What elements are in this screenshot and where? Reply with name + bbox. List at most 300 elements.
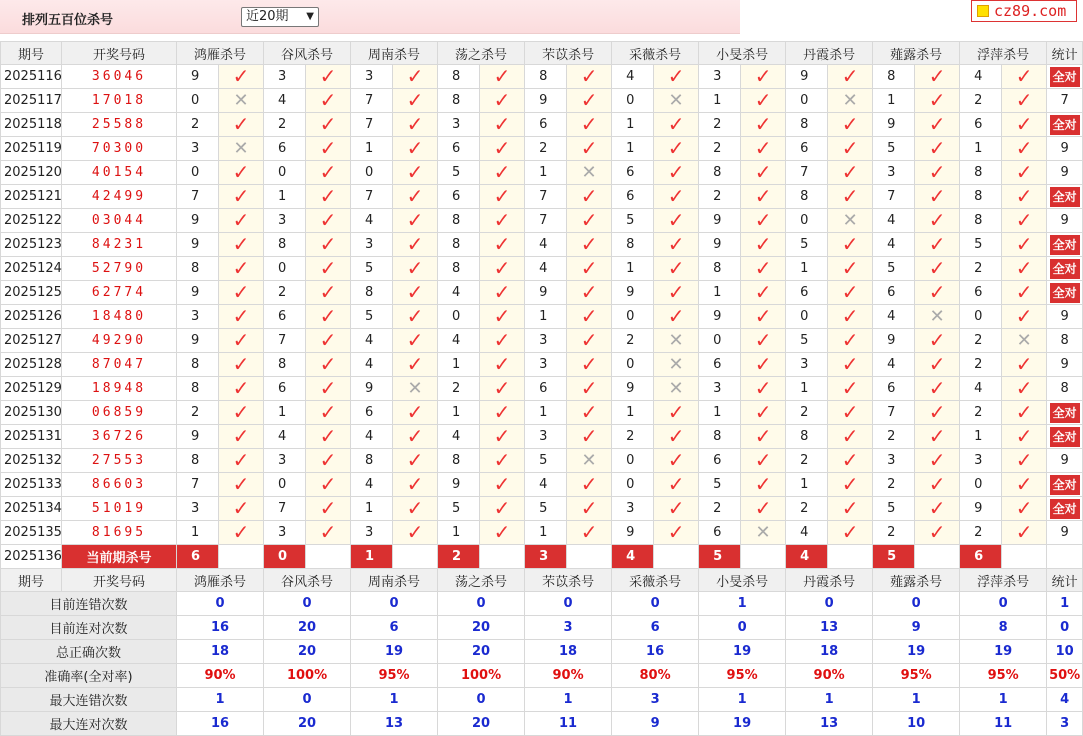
kill-number: 6 bbox=[960, 281, 1002, 305]
draw-number: 17018 bbox=[62, 89, 177, 113]
empty-cell bbox=[567, 545, 612, 569]
result-correct bbox=[1002, 377, 1047, 401]
period-select[interactable] bbox=[241, 7, 319, 27]
result-correct bbox=[828, 233, 873, 257]
kill-number: 6 bbox=[612, 185, 654, 209]
current-kill-number: 5 bbox=[699, 545, 741, 569]
check-icon: ✓ bbox=[232, 208, 250, 232]
kill-number: 4 bbox=[438, 329, 480, 353]
issue-number: 2025128 bbox=[1, 353, 62, 377]
stats-value: 95% bbox=[351, 664, 438, 688]
result-correct bbox=[306, 425, 351, 449]
kill-number: 8 bbox=[264, 353, 306, 377]
check-icon: ✓ bbox=[580, 520, 598, 544]
result-correct bbox=[480, 425, 525, 449]
result-correct bbox=[915, 233, 960, 257]
check-icon: ✓ bbox=[493, 256, 511, 280]
correct-count: 8 bbox=[1060, 381, 1069, 396]
kill-number: 1 bbox=[873, 89, 915, 113]
stats-value: 50% bbox=[1047, 664, 1083, 688]
result-correct bbox=[306, 185, 351, 209]
result-correct bbox=[915, 281, 960, 305]
kill-number: 8 bbox=[525, 65, 567, 89]
result-correct bbox=[480, 209, 525, 233]
result-correct bbox=[915, 329, 960, 353]
kill-number: 7 bbox=[177, 473, 219, 497]
kill-number: 2 bbox=[699, 497, 741, 521]
issue-number: 2025124 bbox=[1, 257, 62, 281]
kill-number: 7 bbox=[351, 89, 393, 113]
row-stat bbox=[1047, 377, 1083, 401]
check-icon: ✓ bbox=[928, 64, 946, 88]
kill-number: 0 bbox=[264, 161, 306, 185]
stats-value: 0 bbox=[438, 688, 525, 712]
stats-value: 0 bbox=[264, 592, 351, 616]
kill-number: 6 bbox=[438, 185, 480, 209]
table-row bbox=[1, 137, 1083, 161]
result-correct bbox=[828, 305, 873, 329]
check-icon: ✓ bbox=[928, 496, 946, 520]
result-correct bbox=[393, 449, 438, 473]
result-correct bbox=[219, 209, 264, 233]
result-correct bbox=[480, 305, 525, 329]
check-icon: ✓ bbox=[406, 64, 424, 88]
table-row bbox=[1, 185, 1083, 209]
cross-icon: ✕ bbox=[233, 137, 249, 159]
kill-number: 8 bbox=[699, 257, 741, 281]
kill-number: 4 bbox=[873, 353, 915, 377]
result-correct bbox=[654, 233, 699, 257]
check-icon: ✓ bbox=[580, 112, 598, 136]
correct-count: 9 bbox=[1060, 453, 1069, 468]
row-stat bbox=[1047, 473, 1083, 497]
row-stat bbox=[1047, 185, 1083, 209]
stats-value: 1 bbox=[699, 592, 786, 616]
check-icon: ✓ bbox=[406, 256, 424, 280]
check-icon: ✓ bbox=[319, 184, 337, 208]
result-correct bbox=[306, 89, 351, 113]
check-icon: ✓ bbox=[1015, 304, 1033, 328]
check-icon: ✓ bbox=[406, 352, 424, 376]
result-correct bbox=[741, 257, 786, 281]
check-icon: ✓ bbox=[493, 88, 511, 112]
kill-number: 9 bbox=[873, 329, 915, 353]
site-logo[interactable]: cz89.com bbox=[971, 0, 1077, 22]
kill-number: 5 bbox=[438, 497, 480, 521]
check-icon: ✓ bbox=[406, 424, 424, 448]
row-stat bbox=[1047, 401, 1083, 425]
result-correct bbox=[306, 401, 351, 425]
column-header: 薤露杀号 bbox=[873, 569, 960, 592]
kill-number: 2 bbox=[960, 401, 1002, 425]
column-header: 芣苡杀号 bbox=[525, 42, 612, 65]
correct-count: 9 bbox=[1060, 213, 1069, 228]
kill-number: 5 bbox=[960, 233, 1002, 257]
kill-number: 8 bbox=[699, 161, 741, 185]
current-kill-number: 1 bbox=[351, 545, 393, 569]
result-correct bbox=[306, 473, 351, 497]
result-correct bbox=[828, 449, 873, 473]
result-correct bbox=[741, 233, 786, 257]
result-correct bbox=[567, 521, 612, 545]
result-wrong bbox=[828, 89, 873, 113]
kill-number: 2 bbox=[177, 401, 219, 425]
check-icon: ✓ bbox=[1015, 280, 1033, 304]
stats-value: 1 bbox=[786, 688, 873, 712]
kill-number: 9 bbox=[873, 113, 915, 137]
kill-number: 2 bbox=[873, 473, 915, 497]
kill-number: 3 bbox=[351, 65, 393, 89]
result-correct bbox=[741, 449, 786, 473]
kill-number: 2 bbox=[612, 425, 654, 449]
current-kill-number: 6 bbox=[960, 545, 1002, 569]
kill-number: 5 bbox=[438, 161, 480, 185]
kill-number: 1 bbox=[177, 521, 219, 545]
check-icon: ✓ bbox=[493, 472, 511, 496]
kill-number: 4 bbox=[351, 425, 393, 449]
result-correct bbox=[480, 65, 525, 89]
kill-number: 0 bbox=[699, 329, 741, 353]
kill-number: 7 bbox=[177, 185, 219, 209]
result-correct bbox=[741, 185, 786, 209]
result-correct bbox=[567, 65, 612, 89]
issue-number: 2025125 bbox=[1, 281, 62, 305]
column-header: 采薇杀号 bbox=[612, 42, 699, 65]
kill-number: 1 bbox=[612, 137, 654, 161]
result-correct bbox=[654, 257, 699, 281]
kill-number: 9 bbox=[786, 65, 828, 89]
all-correct-badge: 全对 bbox=[1050, 427, 1080, 447]
kill-number: 4 bbox=[438, 425, 480, 449]
check-icon: ✓ bbox=[493, 136, 511, 160]
stats-value: 1 bbox=[1047, 592, 1083, 616]
logo-square-icon bbox=[977, 5, 989, 17]
kill-number: 8 bbox=[438, 89, 480, 113]
check-icon: ✓ bbox=[928, 520, 946, 544]
kill-number: 6 bbox=[960, 113, 1002, 137]
stats-value: 20 bbox=[438, 712, 525, 736]
result-correct bbox=[567, 329, 612, 353]
check-icon: ✓ bbox=[232, 64, 250, 88]
check-icon: ✓ bbox=[667, 304, 685, 328]
kill-number: 4 bbox=[351, 473, 393, 497]
result-correct bbox=[828, 185, 873, 209]
result-correct bbox=[567, 425, 612, 449]
result-correct bbox=[219, 449, 264, 473]
kill-number: 9 bbox=[612, 521, 654, 545]
kill-number: 8 bbox=[438, 65, 480, 89]
result-correct bbox=[306, 161, 351, 185]
result-correct bbox=[567, 113, 612, 137]
kill-number: 9 bbox=[438, 473, 480, 497]
check-icon: ✓ bbox=[667, 280, 685, 304]
result-correct bbox=[393, 113, 438, 137]
result-correct bbox=[567, 401, 612, 425]
result-correct bbox=[306, 305, 351, 329]
result-correct bbox=[1002, 497, 1047, 521]
draw-number: 03044 bbox=[62, 209, 177, 233]
result-correct bbox=[567, 137, 612, 161]
check-icon: ✓ bbox=[841, 232, 859, 256]
current-kill-number: 6 bbox=[177, 545, 219, 569]
result-correct bbox=[480, 521, 525, 545]
result-correct bbox=[915, 185, 960, 209]
check-icon: ✓ bbox=[667, 184, 685, 208]
draw-number: 81695 bbox=[62, 521, 177, 545]
kill-number: 6 bbox=[264, 305, 306, 329]
result-correct bbox=[915, 425, 960, 449]
draw-number: 36046 bbox=[62, 65, 177, 89]
kill-number: 8 bbox=[264, 233, 306, 257]
kill-number: 1 bbox=[960, 425, 1002, 449]
kill-number: 9 bbox=[525, 281, 567, 305]
stats-value: 1 bbox=[699, 688, 786, 712]
stats-value: 19 bbox=[960, 640, 1047, 664]
result-correct bbox=[393, 233, 438, 257]
check-icon: ✓ bbox=[232, 520, 250, 544]
check-icon: ✓ bbox=[580, 400, 598, 424]
result-correct bbox=[219, 257, 264, 281]
result-correct bbox=[567, 281, 612, 305]
row-stat bbox=[1047, 449, 1083, 473]
check-icon: ✓ bbox=[493, 160, 511, 184]
period-select-value: 近20期 bbox=[246, 9, 289, 24]
check-icon: ✓ bbox=[493, 400, 511, 424]
check-icon: ✓ bbox=[1015, 424, 1033, 448]
check-icon: ✓ bbox=[841, 64, 859, 88]
all-correct-badge: 全对 bbox=[1050, 235, 1080, 255]
result-correct bbox=[567, 257, 612, 281]
check-icon: ✓ bbox=[667, 448, 685, 472]
kill-number: 6 bbox=[525, 377, 567, 401]
result-correct bbox=[828, 329, 873, 353]
current-period-row bbox=[1, 545, 1083, 569]
draw-number: 27553 bbox=[62, 449, 177, 473]
result-correct bbox=[480, 281, 525, 305]
current-kill-number: 4 bbox=[612, 545, 654, 569]
kill-number: 3 bbox=[525, 425, 567, 449]
kill-number: 6 bbox=[699, 353, 741, 377]
result-correct bbox=[1002, 65, 1047, 89]
check-icon: ✓ bbox=[754, 280, 772, 304]
result-correct bbox=[393, 473, 438, 497]
stats-row bbox=[1, 688, 1083, 712]
issue-number: 2025116 bbox=[1, 65, 62, 89]
result-correct bbox=[393, 305, 438, 329]
kill-number: 3 bbox=[438, 113, 480, 137]
check-icon: ✓ bbox=[928, 376, 946, 400]
chevron-down-icon: ▼ bbox=[306, 11, 314, 22]
table-row bbox=[1, 473, 1083, 497]
result-correct bbox=[567, 353, 612, 377]
kill-number: 6 bbox=[786, 281, 828, 305]
column-header: 周南杀号 bbox=[351, 42, 438, 65]
result-correct bbox=[1002, 89, 1047, 113]
result-correct bbox=[915, 353, 960, 377]
kill-number: 4 bbox=[351, 209, 393, 233]
result-correct bbox=[828, 257, 873, 281]
cross-icon: ✕ bbox=[755, 521, 771, 543]
stats-value: 19 bbox=[873, 640, 960, 664]
stats-value: 0 bbox=[612, 592, 699, 616]
check-icon: ✓ bbox=[754, 376, 772, 400]
result-correct bbox=[219, 233, 264, 257]
check-icon: ✓ bbox=[1015, 496, 1033, 520]
kill-number: 2 bbox=[786, 401, 828, 425]
check-icon: ✓ bbox=[754, 400, 772, 424]
result-correct bbox=[480, 137, 525, 161]
kill-number: 5 bbox=[786, 329, 828, 353]
kill-number: 4 bbox=[438, 281, 480, 305]
issue-number: 2025133 bbox=[1, 473, 62, 497]
table-row bbox=[1, 113, 1083, 137]
check-icon: ✓ bbox=[841, 304, 859, 328]
check-icon: ✓ bbox=[841, 160, 859, 184]
check-icon: ✓ bbox=[667, 112, 685, 136]
table-row bbox=[1, 449, 1083, 473]
stats-value: 0 bbox=[786, 592, 873, 616]
current-kill-number: 3 bbox=[525, 545, 567, 569]
result-correct bbox=[915, 401, 960, 425]
check-icon: ✓ bbox=[232, 112, 250, 136]
draw-number: 87047 bbox=[62, 353, 177, 377]
kill-number: 8 bbox=[438, 449, 480, 473]
result-correct bbox=[1002, 257, 1047, 281]
result-correct bbox=[393, 137, 438, 161]
check-icon: ✓ bbox=[580, 328, 598, 352]
result-correct bbox=[480, 473, 525, 497]
check-icon: ✓ bbox=[754, 232, 772, 256]
kill-number: 5 bbox=[612, 209, 654, 233]
kill-number: 4 bbox=[525, 473, 567, 497]
kill-number: 9 bbox=[612, 377, 654, 401]
result-correct bbox=[306, 329, 351, 353]
check-icon: ✓ bbox=[754, 88, 772, 112]
result-correct bbox=[306, 353, 351, 377]
check-icon: ✓ bbox=[928, 232, 946, 256]
result-correct bbox=[1002, 161, 1047, 185]
check-icon: ✓ bbox=[841, 376, 859, 400]
result-correct bbox=[393, 425, 438, 449]
kill-number: 0 bbox=[438, 305, 480, 329]
kill-number: 7 bbox=[525, 185, 567, 209]
result-correct bbox=[219, 425, 264, 449]
kill-number: 0 bbox=[960, 473, 1002, 497]
correct-count: 9 bbox=[1060, 357, 1069, 372]
check-icon: ✓ bbox=[754, 160, 772, 184]
result-correct bbox=[828, 425, 873, 449]
kill-number: 4 bbox=[351, 353, 393, 377]
stats-value: 16 bbox=[612, 640, 699, 664]
cross-icon: ✕ bbox=[668, 89, 684, 111]
result-correct bbox=[654, 425, 699, 449]
row-stat bbox=[1047, 209, 1083, 233]
issue-number: 2025120 bbox=[1, 161, 62, 185]
check-icon: ✓ bbox=[928, 280, 946, 304]
result-correct bbox=[393, 65, 438, 89]
check-icon: ✓ bbox=[928, 424, 946, 448]
header-row bbox=[1, 42, 1083, 65]
check-icon: ✓ bbox=[406, 496, 424, 520]
kill-number: 2 bbox=[960, 521, 1002, 545]
issue-number: 2025132 bbox=[1, 449, 62, 473]
result-correct bbox=[219, 185, 264, 209]
check-icon: ✓ bbox=[754, 328, 772, 352]
kill-number: 9 bbox=[177, 329, 219, 353]
stats-value: 1 bbox=[525, 688, 612, 712]
result-correct bbox=[393, 185, 438, 209]
kill-number: 2 bbox=[699, 113, 741, 137]
kill-number: 9 bbox=[699, 233, 741, 257]
check-icon: ✓ bbox=[928, 112, 946, 136]
kill-number-table bbox=[0, 41, 1083, 736]
result-correct bbox=[306, 521, 351, 545]
check-icon: ✓ bbox=[493, 112, 511, 136]
result-wrong bbox=[567, 161, 612, 185]
column-header: 期号 bbox=[1, 569, 62, 592]
table-row bbox=[1, 305, 1083, 329]
current-kill-number: 5 bbox=[873, 545, 915, 569]
column-header: 期号 bbox=[1, 42, 62, 65]
result-wrong bbox=[654, 377, 699, 401]
result-correct bbox=[654, 449, 699, 473]
stats-value: 13 bbox=[351, 712, 438, 736]
kill-number: 0 bbox=[612, 473, 654, 497]
empty-cell bbox=[219, 545, 264, 569]
kill-number: 0 bbox=[786, 209, 828, 233]
kill-number: 0 bbox=[612, 449, 654, 473]
cross-icon: ✕ bbox=[668, 353, 684, 375]
check-icon: ✓ bbox=[1015, 112, 1033, 136]
table-row bbox=[1, 377, 1083, 401]
kill-number: 6 bbox=[873, 281, 915, 305]
kill-number: 3 bbox=[351, 233, 393, 257]
stats-value: 0 bbox=[699, 616, 786, 640]
kill-number: 4 bbox=[525, 233, 567, 257]
check-icon: ✓ bbox=[406, 280, 424, 304]
check-icon: ✓ bbox=[319, 280, 337, 304]
kill-number: 3 bbox=[177, 305, 219, 329]
check-icon: ✓ bbox=[667, 160, 685, 184]
stats-row bbox=[1, 712, 1083, 736]
all-correct-badge: 全对 bbox=[1050, 283, 1080, 303]
check-icon: ✓ bbox=[232, 280, 250, 304]
check-icon: ✓ bbox=[754, 64, 772, 88]
check-icon: ✓ bbox=[232, 184, 250, 208]
check-icon: ✓ bbox=[580, 208, 598, 232]
check-icon: ✓ bbox=[319, 400, 337, 424]
check-icon: ✓ bbox=[754, 136, 772, 160]
stats-value: 3 bbox=[612, 688, 699, 712]
check-icon: ✓ bbox=[232, 424, 250, 448]
correct-count: 8 bbox=[1060, 333, 1069, 348]
check-icon: ✓ bbox=[1015, 208, 1033, 232]
result-correct bbox=[306, 233, 351, 257]
result-correct bbox=[393, 497, 438, 521]
result-correct bbox=[828, 281, 873, 305]
result-wrong bbox=[1002, 329, 1047, 353]
stats-value: 10 bbox=[1047, 640, 1083, 664]
kill-number: 2 bbox=[960, 329, 1002, 353]
result-correct bbox=[915, 473, 960, 497]
empty-cell bbox=[915, 545, 960, 569]
result-correct bbox=[480, 329, 525, 353]
kill-number: 7 bbox=[264, 497, 306, 521]
stats-label: 总正确次数 bbox=[1, 640, 177, 664]
check-icon: ✓ bbox=[493, 376, 511, 400]
check-icon: ✓ bbox=[406, 232, 424, 256]
check-icon: ✓ bbox=[754, 424, 772, 448]
